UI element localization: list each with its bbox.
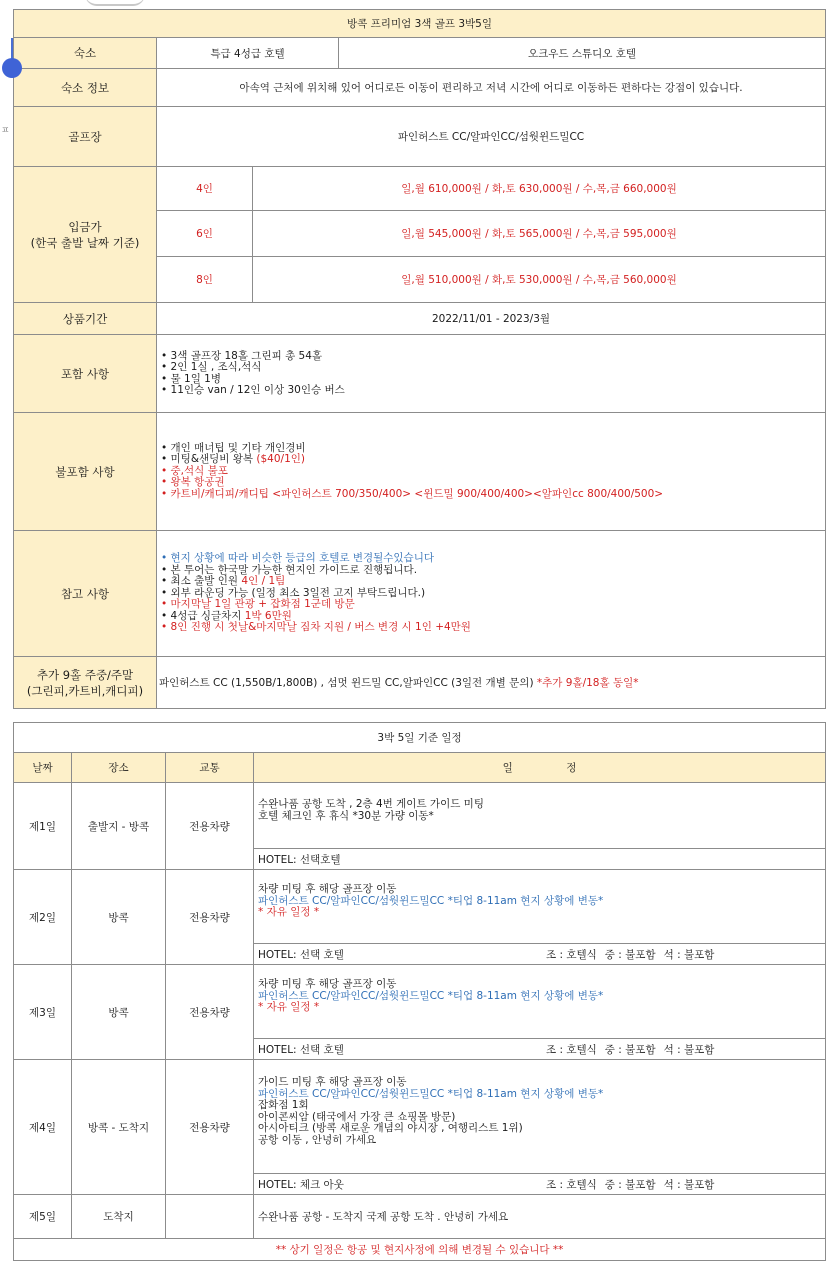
meal-breakfast: 조 : 호텔식 xyxy=(546,948,597,961)
plan-cell xyxy=(254,1060,826,1174)
lodging-info-text: 아속역 근처에 위치해 있어 어디로든 이동이 편리하고 저녁 시간에 어디로 이동하든 편하다는 강점이 있습니다. xyxy=(157,69,826,107)
extra-holes-note: *추가 9홀/18홀 동일* xyxy=(536,677,639,689)
day-cell: 제1일 xyxy=(14,783,72,870)
meal-lunch: 중 : 불포함 xyxy=(604,1043,656,1056)
day-cell: 제2일 xyxy=(14,870,72,965)
extra-holes-text xyxy=(157,657,826,709)
plan-line: 가이드 미팅 후 해당 골프장 이동 xyxy=(258,1076,407,1088)
price-rates: 일,월 545,000원 / 화,토 565,000원 / 수,목,금 595,000원 xyxy=(253,211,826,257)
extra-holes-label-line2: (그린피,카트비,캐디피) xyxy=(26,683,144,698)
meal-lunch: 중 : 불포함 xyxy=(604,948,656,961)
list-item: • 11인승 van / 12인 이상 30인승 버스 xyxy=(161,385,821,397)
header-day: 날짜 xyxy=(14,753,72,783)
extra-holes-label xyxy=(14,657,157,709)
transport-cell: 전용차량 xyxy=(166,1060,254,1195)
list-item-text: 4성급 싱글차지 xyxy=(170,609,245,622)
price-rates: 일,월 610,000원 / 화,토 630,000원 / 수,목,금 660,000원 xyxy=(253,167,826,211)
transport-cell: 전용차량 xyxy=(166,870,254,965)
price-people: 4인 xyxy=(157,167,253,211)
plan-line: 호텔 체크인 후 휴식 *30분 가량 이동* xyxy=(258,809,434,822)
list-item: • 개인 매너팁 및 기타 개인경비 xyxy=(161,443,821,455)
plan-line: 차량 미팅 후 해당 골프장 이동 xyxy=(258,978,397,991)
meal-dinner: 석 : 불포함 xyxy=(663,948,715,961)
extra-holes-label-line1: 추가 9홀 주중/주말 xyxy=(36,667,134,682)
price-people: 6인 xyxy=(157,211,253,257)
list-item: • 본 투어는 한국말 가능한 현지인 가이드로 진행됩니다. xyxy=(161,565,821,577)
list-item: • 왕복 항공권 xyxy=(161,477,821,489)
included-label: 포함 사항 xyxy=(14,335,157,413)
excluded-list xyxy=(157,413,826,531)
list-item-highlight: 4인 / 1팀 xyxy=(241,575,286,588)
plan-cell: 수완나품 공항 - 도착지 국제 공항 도착 . 안녕히 가세요 xyxy=(254,1195,826,1239)
list-item: • 중,석식 불포 xyxy=(161,466,821,478)
plan-line: 아시아티크 (방콕 새로운 개념의 야시장 , 여행리스트 1위) xyxy=(258,1122,523,1134)
hotel-cell xyxy=(254,1039,826,1060)
plan-cell xyxy=(254,965,826,1039)
lodging-grade: 특급 4성급 호텔 xyxy=(157,38,339,69)
list-item-highlight: 1박 6만원 xyxy=(244,609,292,622)
plan-line: 차량 미팅 후 해당 골프장 이동 xyxy=(258,883,397,896)
meal-breakfast: 조 : 호텔식 xyxy=(546,1178,597,1191)
list-item: • 3색 골프장 18홀 그린피 총 54홀 xyxy=(161,351,821,363)
day-cell: 제3일 xyxy=(14,965,72,1060)
lodging-info-label: 숙소 정보 xyxy=(14,69,157,107)
schedule-footer-note: ** 상기 일정은 항공 및 현지사정에 의해 변경될 수 있습니다 ** xyxy=(14,1239,826,1261)
selection-handle[interactable] xyxy=(2,58,22,78)
hotel-name: HOTEL: 선택 호텔 xyxy=(258,1043,344,1056)
place-cell: 도착지 xyxy=(72,1195,166,1239)
meal-dinner: 석 : 불포함 xyxy=(663,1043,715,1056)
place-cell: 방콕 - 도착지 xyxy=(72,1060,166,1195)
plan-line: 수완나품 공항 도착 , 2층 4번 게이트 가이드 미팅 xyxy=(258,798,484,810)
day-cell: 제5일 xyxy=(14,1195,72,1239)
header-transport: 교통 xyxy=(166,753,254,783)
place-cell: 방콕 xyxy=(72,870,166,965)
price-label xyxy=(14,167,157,303)
list-item: • 카트비/캐디피/캐디팁 <파인허스트 700/350/400> <윈드밀 900/400/400><알파인cc 800/400/500> xyxy=(161,489,821,501)
transport-cell: 전용차량 xyxy=(166,783,254,870)
meal-lunch: 중 : 불포함 xyxy=(604,1178,656,1191)
golf-label: 골프장 xyxy=(14,107,157,167)
list-item: • 2인 1실 , 조식,석식 xyxy=(161,362,821,374)
day-cell: 제4일 xyxy=(14,1060,72,1195)
golf-courses: 파인허스트 CC/알파인CC/섬웟윈드밀CC xyxy=(157,107,826,167)
hotel-cell xyxy=(254,1174,826,1195)
list-item-highlight: ($40/1인) xyxy=(256,453,306,466)
package-table xyxy=(13,9,826,709)
included-list xyxy=(157,335,826,413)
list-item: • 물 1일 1병 xyxy=(161,374,821,386)
plan-cell xyxy=(254,870,826,944)
transport-cell: 전용차량 xyxy=(166,965,254,1060)
list-item: • 외부 라운딩 가능 (일정 최소 3일전 고지 부탁드립니다.) xyxy=(161,588,821,600)
scroll-arc-decoration xyxy=(85,0,145,6)
transport-cell xyxy=(166,1195,254,1239)
meal-breakfast: 조 : 호텔식 xyxy=(546,1043,597,1056)
plan-line: 아이콘씨암 (태국에서 가장 큰 쇼핑몰 방문) xyxy=(258,1110,456,1123)
excluded-label: 불포함 사항 xyxy=(14,413,157,531)
row-marker: ㅍ xyxy=(1,126,10,136)
period-text: 2022/11/01 - 2023/3월 xyxy=(157,303,826,335)
list-item-text: 최소 출발 인원 xyxy=(170,575,242,588)
list-item-text: 미팅&샌딩비 왕복 xyxy=(170,453,257,466)
price-rates: 일,월 510,000원 / 화,토 530,000원 / 수,목,금 560,000원 xyxy=(253,257,826,303)
notes-list xyxy=(157,531,826,657)
place-cell: 출발지 - 방콕 xyxy=(72,783,166,870)
plan-line: 파인허스트 CC/알파인CC/섬웟윈드밀CC *티업 8-11am 현지 상황에 변동* xyxy=(258,989,604,1002)
plan-line: 파인허스트 CC/알파인CC/섬웟윈드밀CC *티업 8-11am 현지 상황에 변동* xyxy=(258,1087,604,1100)
plan-line: 파인허스트 CC/알파인CC/섬웟윈드밀CC *티업 8-11am 현지 상황에 변동* xyxy=(258,894,604,907)
price-people: 8인 xyxy=(157,257,253,303)
list-item: • 마지막날 1일 관광 + 잡화점 1군데 방문 xyxy=(161,599,821,611)
price-label-line1: 입금가 xyxy=(68,219,102,234)
list-item: • 현지 상황에 따라 비슷한 등급의 호텔로 변경될수있습니다 xyxy=(161,553,821,565)
hotel-cell: HOTEL: 선택호텔 xyxy=(254,849,826,870)
hotel-cell xyxy=(254,944,826,965)
plan-line: 잡화점 1회 xyxy=(258,1099,309,1111)
package-title: 방콕 프리미엄 3색 골프 3박5일 xyxy=(14,10,826,38)
notes-label: 참고 사항 xyxy=(14,531,157,657)
plan-line: * 자유 일정 * xyxy=(258,906,320,919)
list-item xyxy=(161,454,821,466)
header-place: 장소 xyxy=(72,753,166,783)
hotel-name: HOTEL: 체크 아웃 xyxy=(258,1178,344,1191)
schedule-table xyxy=(13,722,826,1261)
list-item: • 8인 진행 시 첫날&마지막날 짐차 지원 / 버스 변경 시 1인 +4만원 xyxy=(161,622,821,634)
lodging-hotel: 오크우드 스튜디오 호텔 xyxy=(339,38,826,69)
lodging-label: 숙소 xyxy=(14,38,157,69)
plan-line: 공항 이동 , 안녕히 가세요 xyxy=(258,1133,377,1146)
hotel-name: HOTEL: 선택 호텔 xyxy=(258,948,344,961)
plan-line: * 자유 일정 * xyxy=(258,1001,320,1014)
header-plan: 일 정 xyxy=(254,753,826,783)
schedule-title: 3박 5일 기준 일정 xyxy=(14,723,826,753)
place-cell: 방콕 xyxy=(72,965,166,1060)
meal-dinner: 석 : 불포함 xyxy=(663,1178,715,1191)
period-label: 상품기간 xyxy=(14,303,157,335)
extra-holes-prices: 파인허스트 CC (1,550B/1,800B) , 섬멋 윈드밀 CC,알파인CC (3일전 개별 문의) xyxy=(159,677,537,689)
price-label-line2: (한국 출발 날짜 기준) xyxy=(30,235,140,250)
top-edge xyxy=(0,0,838,9)
plan-cell xyxy=(254,783,826,849)
